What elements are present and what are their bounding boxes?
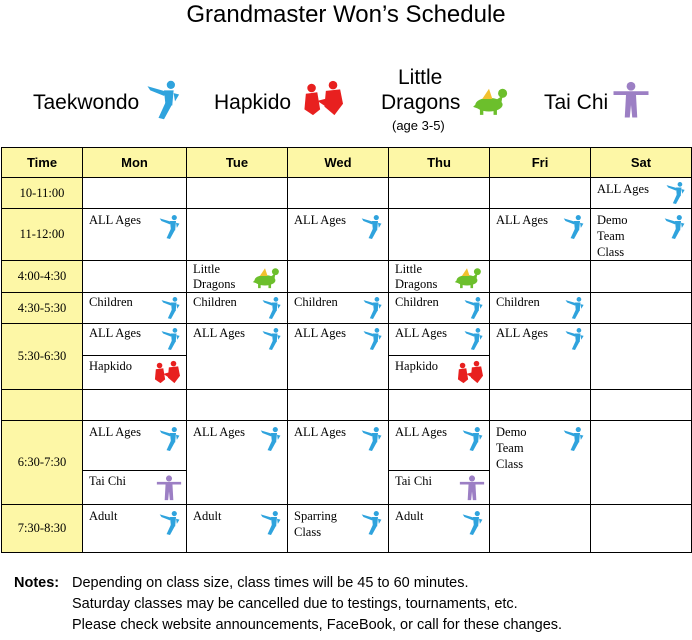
class-cell — [83, 505, 186, 524]
taekwondo-icon — [463, 326, 485, 352]
class-label: Children — [395, 295, 439, 309]
taekwondo-icon — [461, 425, 485, 453]
header-fri: Fri — [490, 148, 591, 178]
class-label: Children — [193, 295, 237, 309]
header-thu: Thu — [389, 148, 490, 178]
taekwondo-icon — [665, 180, 687, 206]
class-label: ALL Ages — [395, 425, 447, 439]
class-label: Tai Chi — [395, 474, 432, 488]
time-label: 6:30-7:30 — [2, 421, 83, 505]
class-label: ALL Ages — [193, 425, 245, 439]
row-4-430 — [2, 261, 692, 293]
class-cell — [187, 261, 287, 292]
class-label: ALL Ages — [496, 326, 548, 340]
tai-chi-icon — [156, 474, 182, 502]
class-label: Adult — [395, 509, 424, 523]
taekwondo-icon — [362, 326, 384, 352]
class-label: Tai Chi — [89, 474, 126, 488]
row-730-830 — [2, 505, 692, 553]
class-cell — [389, 261, 489, 292]
taekwondo-icon — [158, 509, 182, 537]
class-label: Children — [89, 295, 133, 309]
taekwondo-icon — [261, 295, 283, 321]
taekwondo-icon — [160, 326, 182, 352]
class-cell — [490, 293, 590, 310]
class-label: Demo Team Class — [496, 425, 527, 471]
row-spacer — [2, 390, 692, 421]
class-label: ALL Ages — [193, 326, 245, 340]
time-label: 4:30-5:30 — [2, 293, 83, 324]
row-530-630a — [2, 324, 692, 356]
taekwondo-icon — [144, 78, 184, 127]
dragon-icon — [449, 263, 485, 289]
class-label: Demo Team Class — [597, 213, 628, 259]
class-cell — [490, 324, 590, 341]
class-cell — [389, 505, 489, 524]
row-10-11 — [2, 178, 692, 209]
taekwondo-icon — [562, 213, 586, 241]
class-cell — [83, 421, 186, 440]
legend-hapkido-label: Hapkido — [214, 91, 292, 114]
class-cell — [591, 178, 691, 197]
class-label: ALL Ages — [294, 425, 346, 439]
time-label: 4:00-4:30 — [2, 261, 83, 293]
class-cell — [83, 324, 186, 341]
class-cell — [389, 293, 489, 310]
class-label: Children — [294, 295, 338, 309]
taekwondo-icon — [360, 213, 384, 241]
class-label: Adult — [193, 509, 222, 523]
dragon-icon — [247, 263, 283, 289]
dragon-icon — [466, 82, 512, 121]
class-label: ALL Ages — [597, 182, 649, 196]
class-cell — [389, 356, 489, 374]
header-mon: Mon — [83, 148, 187, 178]
class-cell — [187, 505, 287, 524]
legend-tai-chi-label: Tai Chi — [544, 91, 609, 114]
schedule-table — [1, 147, 692, 553]
legend-taekwondo-label: Taekwondo — [33, 91, 140, 114]
hapkido-icon — [455, 359, 485, 385]
taekwondo-icon — [360, 425, 384, 453]
header-sat: Sat — [591, 148, 692, 178]
notes-line-1: Depending on class size, class times will be 45 to 60 minutes. — [72, 575, 469, 591]
class-label: ALL Ages — [294, 213, 346, 227]
taekwondo-icon — [564, 295, 586, 321]
class-label: ALL Ages — [89, 425, 141, 439]
class-label: Little Dragons — [395, 262, 438, 291]
tai-chi-icon — [459, 474, 485, 502]
class-label: Sparring Class — [294, 509, 338, 539]
legend-little-dragons-line1: Little — [398, 66, 443, 89]
class-label: ALL Ages — [395, 326, 447, 340]
class-cell — [83, 293, 186, 310]
class-cell — [389, 421, 489, 440]
hapkido-icon — [300, 78, 346, 123]
tai-chi-icon — [612, 80, 650, 125]
class-cell — [83, 471, 186, 489]
taekwondo-icon — [158, 213, 182, 241]
time-label: 7:30-8:30 — [2, 505, 83, 553]
class-label: Hapkido — [395, 359, 439, 373]
notes-label: Notes: — [14, 575, 60, 591]
taekwondo-icon — [461, 509, 485, 537]
notes-line-2: Saturday classes may be cancelled due to testings, tournaments, etc. — [72, 596, 518, 612]
class-cell — [288, 324, 388, 341]
taekwondo-icon — [564, 326, 586, 352]
class-label: ALL Ages — [89, 213, 141, 227]
class-cell — [288, 421, 388, 440]
class-label: Little Dragons — [193, 262, 236, 291]
header-tue: Tue — [187, 148, 288, 178]
notes-line-3: Please check website announcements, FaceBook, or call for these changes. — [72, 617, 563, 633]
class-label: ALL Ages — [496, 213, 548, 227]
class-cell — [389, 471, 489, 489]
class-label: Hapkido — [89, 359, 133, 373]
taekwondo-icon — [158, 425, 182, 453]
class-cell — [490, 209, 590, 228]
class-label: ALL Ages — [89, 326, 141, 340]
class-cell — [288, 209, 388, 228]
class-cell — [490, 421, 590, 472]
taekwondo-icon — [261, 326, 283, 352]
class-label: Adult — [89, 509, 118, 523]
taekwondo-icon — [259, 425, 283, 453]
class-cell — [591, 209, 691, 260]
class-cell — [389, 324, 489, 341]
class-cell — [187, 293, 287, 310]
taekwondo-icon — [360, 509, 384, 537]
class-cell — [83, 209, 186, 228]
taekwondo-icon — [259, 509, 283, 537]
class-cell — [187, 324, 287, 341]
time-label: 10-11:00 — [2, 178, 83, 209]
taekwondo-icon — [562, 425, 586, 453]
time-label: 11-12:00 — [2, 209, 83, 261]
class-cell — [288, 505, 388, 540]
row-430-530 — [2, 293, 692, 324]
hapkido-icon — [152, 359, 182, 385]
class-cell — [288, 293, 388, 310]
taekwondo-icon — [663, 213, 687, 241]
taekwondo-icon — [463, 295, 485, 321]
class-cell — [83, 356, 186, 374]
header-wed: Wed — [288, 148, 389, 178]
row-11-12 — [2, 209, 692, 261]
taekwondo-icon — [362, 295, 384, 321]
time-label: 5:30-6:30 — [2, 324, 83, 390]
header-time: Time — [2, 148, 83, 178]
legend-little-dragons-age: (age 3-5) — [392, 118, 445, 133]
class-label: Children — [496, 295, 540, 309]
page-title: Grandmaster Won’s Schedule — [186, 1, 506, 28]
taekwondo-icon — [160, 295, 182, 321]
row-630-730a — [2, 421, 692, 471]
class-cell — [187, 421, 287, 440]
header-row — [2, 148, 692, 178]
class-label: ALL Ages — [294, 326, 346, 340]
legend-little-dragons-line2: Dragons — [381, 91, 461, 114]
